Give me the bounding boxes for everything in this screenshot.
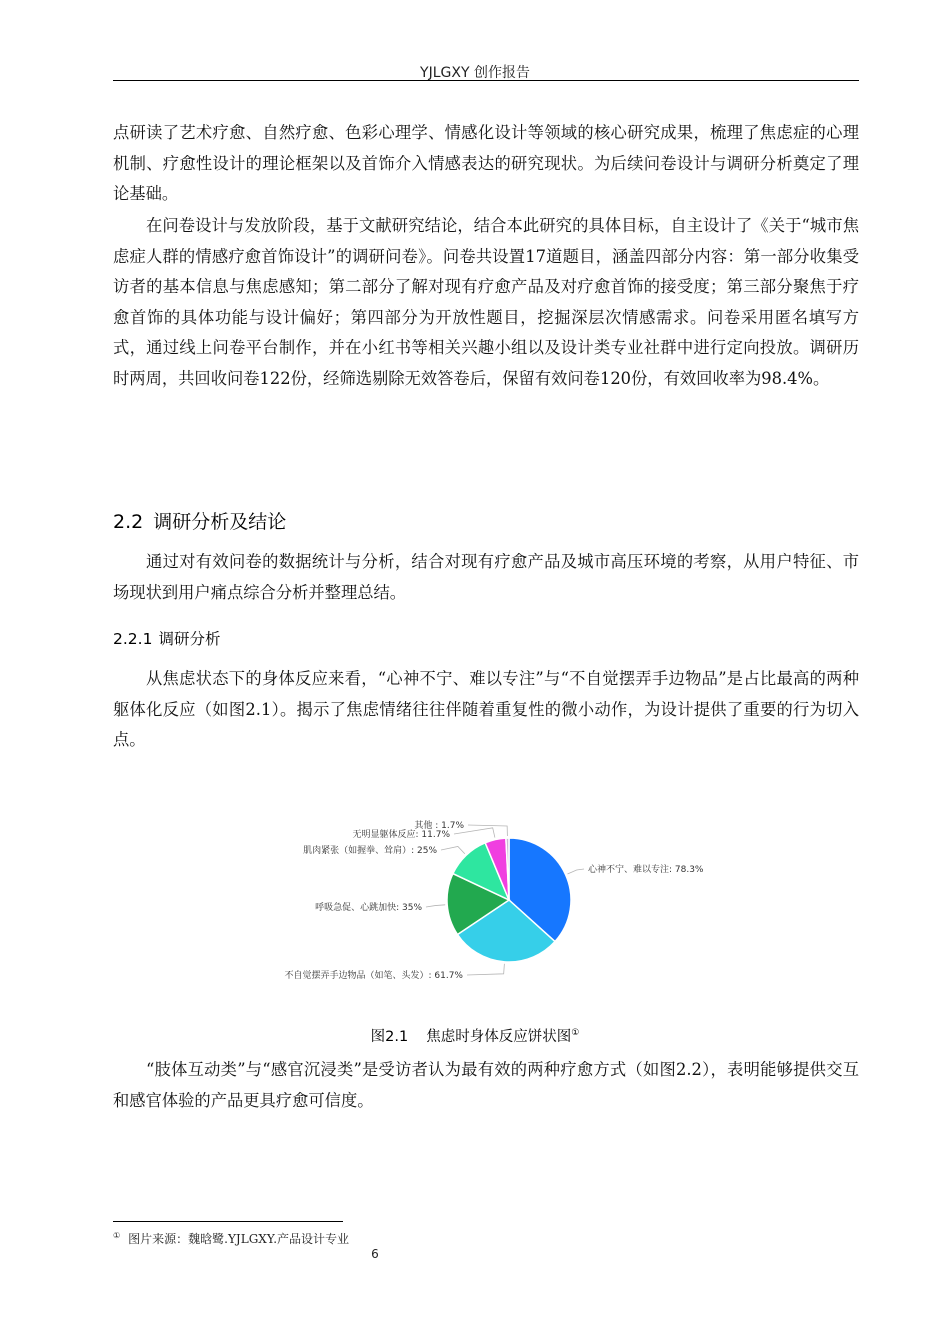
header-rule [113, 80, 859, 81]
pie-leader-line [441, 846, 465, 853]
body-reaction-pie-chart [250, 800, 730, 1000]
section-title: 调研分析及结论 [153, 511, 287, 533]
footnote-text: 图片来源：魏晗鹭.YJLGXY.产品设计专业 [128, 1232, 350, 1246]
pie-slice-label: 其他 : 1.7% [414, 821, 464, 831]
footnote-mark: ① [113, 1231, 121, 1240]
pie-slice-label: 无明显躯体反应: 11.7% [352, 830, 450, 840]
paragraph-analysis-intro: 通过对有效问卷的数据统计与分析，结合对现有疗愈产品及城市高压环境的考察，从用户特征、市场现状到用户痛点综合分析并整理总结。 [113, 552, 859, 602]
paragraph-healing-methods: “肢体互动类”与“感官沉浸类”是受访者认为最有效的两种疗愈方式（如图2.2），表明能够提供交互和感官体验的产品更具疗愈可信度。 [113, 1060, 859, 1110]
section-heading [113, 507, 286, 534]
figure-caption-text: 焦虑时身体反应饼状图 [426, 1029, 572, 1045]
pie-slice-label: 肌肉紧张（如握拳、耸肩）: 25% [303, 846, 437, 856]
paragraph-literature: 点研读了艺术疗愈、自然疗愈、色彩心理学、情感化设计等领域的核心研究成果，梳理了焦虑症的心理机制、疗愈性设计的理论框架以及首饰介入情感表达的研究现状。为后续问卷设计与调研分析奠定了理论基础。 [113, 123, 859, 203]
subsection-number: 2.2.1 [113, 630, 153, 648]
running-header: YJLGXY 创作报告 [420, 65, 530, 81]
figure-caption [0, 1025, 950, 1046]
pie-leader-line [426, 905, 445, 907]
paragraph-questionnaire: 在问卷设计与发放阶段，基于文献研究结论，结合本此研究的具体目标，自主设计了《关于“城市焦虑症人群的情感疗愈首饰设计”的调研问卷》。问卷共设置17道题目，涵盖四部分内容：第一部分收集受访者的基本信息与焦虑感知；第二部分了解对现有疗愈产品及对疗愈首饰的接受度；第三部分聚焦于疗愈首饰的具体功能与设计偏好；第四部分为开放性题目，挖掘深层次情感需求。问卷采用匿名填写方式，通过线上问卷平台制作，并在小红书等相关兴趣小组以及设计类专业社群中进行定向投放。调研历时两周，共回收问卷122份，经筛选剔除无效答卷后，保留有效问卷120份，有效回收率为98.4%。 [113, 216, 859, 388]
pie-slice-label: 不自觉摆弄手边物品（如笔、头发）: 61.7% [284, 971, 463, 981]
footnote [113, 1230, 349, 1247]
paragraph-body-reaction: 从焦虑状态下的身体反应来看，“心神不宁、难以专注”与“不自觉摆弄手边物品”是占比最高的两种躯体化反应（如图2.1）。揭示了焦虑情绪往往伴随着重复性的微小动作，为设计提供了重要的行为切入点。 [113, 669, 859, 749]
pie-slice-label: 心神不宁、难以专注: 78.3% [588, 865, 704, 875]
pie-leader-line [567, 869, 584, 874]
footnote-rule [113, 1221, 343, 1222]
section-number: 2.2 [113, 511, 144, 533]
page-number: 6 [371, 1247, 379, 1261]
pie-slice-label: 呼吸急促、心跳加快: 35% [315, 903, 422, 913]
pie-leader-line [467, 964, 504, 975]
subsection-heading [113, 627, 220, 649]
figure-footnote-mark: ① [571, 1028, 580, 1039]
subsection-title: 调研分析 [158, 630, 221, 648]
figure-number: 图2.1 [370, 1029, 409, 1045]
